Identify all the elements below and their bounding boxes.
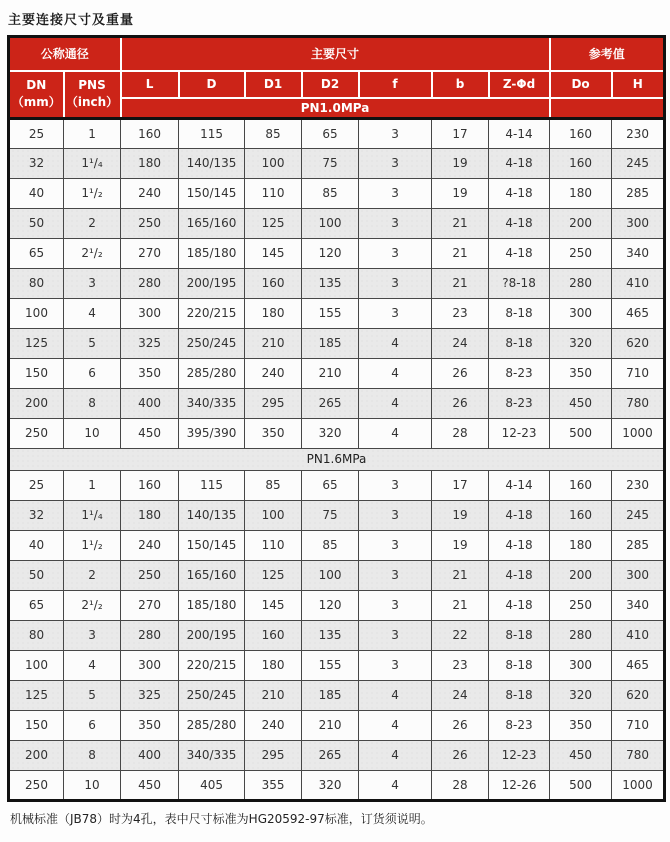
table-cell: 285 bbox=[612, 178, 665, 208]
table-cell: 250/245 bbox=[179, 680, 245, 710]
table-cell: 4 bbox=[64, 298, 121, 328]
table-cell: 620 bbox=[612, 680, 665, 710]
table-cell: 10 bbox=[64, 770, 121, 800]
table-cell: 155 bbox=[302, 298, 359, 328]
table-cell: 210 bbox=[245, 328, 302, 358]
column-header-d2: D2 bbox=[302, 71, 359, 98]
table-cell: 780 bbox=[612, 388, 665, 418]
table-cell: 250 bbox=[9, 418, 64, 448]
table-cell: 3 bbox=[64, 620, 121, 650]
table-cell: 300 bbox=[121, 650, 179, 680]
table-row bbox=[9, 470, 665, 500]
table-cell: 100 bbox=[302, 560, 359, 590]
table-cell: 21 bbox=[432, 590, 489, 620]
table-cell: 100 bbox=[245, 500, 302, 530]
column-header-f: f bbox=[359, 71, 432, 98]
table-cell: 200 bbox=[550, 560, 612, 590]
table-row bbox=[9, 118, 665, 148]
table-row bbox=[9, 590, 665, 620]
table-cell: 230 bbox=[612, 118, 665, 148]
footnote: 机械标准（JB78）时为4孔，表中尺寸标准为HG20592-97标准，订货须说明。 bbox=[10, 811, 433, 826]
table-cell: 180 bbox=[550, 178, 612, 208]
table-cell: 1¹/₂ bbox=[64, 178, 121, 208]
table-cell: 325 bbox=[121, 328, 179, 358]
table-cell: 4-18 bbox=[489, 178, 550, 208]
table-cell: 1¹/₄ bbox=[64, 500, 121, 530]
table-cell: 3 bbox=[359, 590, 432, 620]
table-cell: 3 bbox=[359, 238, 432, 268]
group-header-main-dimensions: 主要尺寸 bbox=[121, 37, 550, 71]
table-cell: 410 bbox=[612, 620, 665, 650]
table-cell: 340 bbox=[612, 590, 665, 620]
table-cell: 350 bbox=[245, 418, 302, 448]
table-cell: 115 bbox=[179, 118, 245, 148]
table-cell: 250/245 bbox=[179, 328, 245, 358]
table-cell: 4-18 bbox=[489, 590, 550, 620]
table-cell: 350 bbox=[550, 358, 612, 388]
table-header bbox=[9, 37, 665, 119]
column-header-pns-unit: （inch） bbox=[65, 95, 119, 109]
table-cell: 26 bbox=[432, 358, 489, 388]
table-row bbox=[9, 680, 665, 710]
table-cell: 40 bbox=[9, 178, 64, 208]
table-cell: 250 bbox=[550, 238, 612, 268]
table-cell: 2 bbox=[64, 208, 121, 238]
table-cell: 1¹/₄ bbox=[64, 148, 121, 178]
table-cell: 4 bbox=[359, 388, 432, 418]
table-cell: 25 bbox=[9, 470, 64, 500]
table-cell: 185 bbox=[302, 328, 359, 358]
table-cell: 160 bbox=[121, 118, 179, 148]
table-cell: 12-23 bbox=[489, 740, 550, 770]
table-cell: 265 bbox=[302, 740, 359, 770]
table-cell: 10 bbox=[64, 418, 121, 448]
table-cell: 340/335 bbox=[179, 388, 245, 418]
table-cell: ?8-18 bbox=[489, 268, 550, 298]
table-row bbox=[9, 328, 665, 358]
table-cell: 325 bbox=[121, 680, 179, 710]
table-cell: 28 bbox=[432, 770, 489, 800]
table-cell: 165/160 bbox=[179, 208, 245, 238]
table-cell: 320 bbox=[302, 770, 359, 800]
table-cell: 1¹/₂ bbox=[64, 530, 121, 560]
table-cell: 250 bbox=[550, 590, 612, 620]
table-cell: 300 bbox=[550, 650, 612, 680]
table-cell: 5 bbox=[64, 680, 121, 710]
table-cell: 210 bbox=[302, 358, 359, 388]
table-cell: 160 bbox=[121, 470, 179, 500]
table-cell: 3 bbox=[359, 470, 432, 500]
table-cell: 180 bbox=[550, 530, 612, 560]
table-cell: 350 bbox=[550, 710, 612, 740]
dimensions-table bbox=[7, 35, 666, 802]
table-cell: 65 bbox=[302, 470, 359, 500]
table-cell: 3 bbox=[359, 620, 432, 650]
table-cell: 160 bbox=[550, 500, 612, 530]
table-cell: 4 bbox=[359, 710, 432, 740]
table-cell: 160 bbox=[550, 148, 612, 178]
table-cell: 4-14 bbox=[489, 118, 550, 148]
table-cell: 40 bbox=[9, 530, 64, 560]
table-cell: 4 bbox=[64, 650, 121, 680]
table-cell: 4 bbox=[359, 680, 432, 710]
column-header-row bbox=[9, 71, 665, 98]
table-cell: 19 bbox=[432, 530, 489, 560]
table-cell: 4-18 bbox=[489, 530, 550, 560]
table-cell: 280 bbox=[121, 268, 179, 298]
table-cell: 120 bbox=[302, 590, 359, 620]
column-header-zphid: Z-Φd bbox=[489, 71, 550, 98]
table-cell: 450 bbox=[121, 770, 179, 800]
table-cell: 125 bbox=[245, 208, 302, 238]
table-cell: 24 bbox=[432, 680, 489, 710]
table-cell: 240 bbox=[121, 178, 179, 208]
table-cell: 21 bbox=[432, 268, 489, 298]
table-cell: 80 bbox=[9, 268, 64, 298]
column-header-dn bbox=[9, 71, 64, 119]
table-cell: 100 bbox=[302, 208, 359, 238]
table-cell: 340 bbox=[612, 238, 665, 268]
table-cell: 21 bbox=[432, 238, 489, 268]
table-row bbox=[9, 530, 665, 560]
table-cell: 4 bbox=[359, 358, 432, 388]
table-cell: 65 bbox=[9, 238, 64, 268]
table-cell: 180 bbox=[245, 298, 302, 328]
table-cell: 240 bbox=[245, 710, 302, 740]
table-row bbox=[9, 560, 665, 590]
table-cell: 350 bbox=[121, 710, 179, 740]
table-cell: 300 bbox=[550, 298, 612, 328]
table-cell: 220/215 bbox=[179, 298, 245, 328]
column-header-d1: D1 bbox=[245, 71, 302, 98]
table-cell: 17 bbox=[432, 470, 489, 500]
table-cell: 280 bbox=[121, 620, 179, 650]
table-cell: 295 bbox=[245, 740, 302, 770]
table-cell: 155 bbox=[302, 650, 359, 680]
table-cell: 17 bbox=[432, 118, 489, 148]
table-row bbox=[9, 418, 665, 448]
table-cell: 22 bbox=[432, 620, 489, 650]
table-cell: 340/335 bbox=[179, 740, 245, 770]
table-cell: 150/145 bbox=[179, 530, 245, 560]
table-cell: 1 bbox=[64, 118, 121, 148]
table-cell: 26 bbox=[432, 710, 489, 740]
table-cell: 450 bbox=[550, 740, 612, 770]
table-cell: 450 bbox=[550, 388, 612, 418]
table-cell: 185/180 bbox=[179, 238, 245, 268]
table-cell: 23 bbox=[432, 650, 489, 680]
table-cell: 75 bbox=[302, 500, 359, 530]
table-cell: 85 bbox=[245, 470, 302, 500]
column-header-b: b bbox=[432, 71, 489, 98]
table-cell: 50 bbox=[9, 560, 64, 590]
table-cell: 8-23 bbox=[489, 388, 550, 418]
table-cell: 4 bbox=[359, 328, 432, 358]
table-cell: 3 bbox=[64, 268, 121, 298]
table-cell: 210 bbox=[245, 680, 302, 710]
table-cell: 125 bbox=[9, 328, 64, 358]
table-cell: 32 bbox=[9, 148, 64, 178]
table-cell: 280 bbox=[550, 620, 612, 650]
table-cell: 285/280 bbox=[179, 710, 245, 740]
table-cell: 300 bbox=[612, 208, 665, 238]
table-cell: 50 bbox=[9, 208, 64, 238]
table-cell: 240 bbox=[245, 358, 302, 388]
table-cell: 280 bbox=[550, 268, 612, 298]
table-cell: 3 bbox=[359, 560, 432, 590]
table-cell: 245 bbox=[612, 500, 665, 530]
table-cell: 710 bbox=[612, 710, 665, 740]
table-row bbox=[9, 710, 665, 740]
table-cell: 135 bbox=[302, 268, 359, 298]
column-header-h: H bbox=[612, 71, 665, 98]
section-label-pn16: PN1.6MPa bbox=[9, 448, 665, 470]
table-cell: 270 bbox=[121, 590, 179, 620]
table-cell: 8-18 bbox=[489, 298, 550, 328]
table-cell: 110 bbox=[245, 530, 302, 560]
column-header-dn-unit: （mm） bbox=[11, 95, 61, 109]
table-cell: 465 bbox=[612, 298, 665, 328]
table-cell: 65 bbox=[9, 590, 64, 620]
table-cell: 3 bbox=[359, 530, 432, 560]
table-row bbox=[9, 238, 665, 268]
table-cell: 100 bbox=[9, 298, 64, 328]
table-cell: 3 bbox=[359, 650, 432, 680]
table-row bbox=[9, 770, 665, 800]
table-cell: 465 bbox=[612, 650, 665, 680]
table-cell: 12-23 bbox=[489, 418, 550, 448]
table-cell: 265 bbox=[302, 388, 359, 418]
table-cell: 150 bbox=[9, 710, 64, 740]
table-cell: 115 bbox=[179, 470, 245, 500]
table-cell: 270 bbox=[121, 238, 179, 268]
table-cell: 100 bbox=[245, 148, 302, 178]
table-cell: 200 bbox=[9, 388, 64, 418]
table-cell: 8-23 bbox=[489, 710, 550, 740]
section-divider-row bbox=[9, 448, 665, 470]
table-cell: 220/215 bbox=[179, 650, 245, 680]
table-cell: 245 bbox=[612, 148, 665, 178]
table-cell: 4-18 bbox=[489, 148, 550, 178]
column-header-dn-label: DN bbox=[26, 78, 47, 92]
table-cell: 240 bbox=[121, 530, 179, 560]
table-cell: 4 bbox=[359, 770, 432, 800]
table-cell: 1000 bbox=[612, 418, 665, 448]
column-header-l: L bbox=[121, 71, 179, 98]
table-cell: 150/145 bbox=[179, 178, 245, 208]
column-header-d: D bbox=[179, 71, 245, 98]
table-cell: 160 bbox=[550, 470, 612, 500]
table-cell: 3 bbox=[359, 500, 432, 530]
table-cell: 8 bbox=[64, 388, 121, 418]
table-cell: 8-18 bbox=[489, 680, 550, 710]
table-cell: 320 bbox=[550, 680, 612, 710]
pressure-header-spacer bbox=[550, 98, 665, 119]
table-cell: 200 bbox=[9, 740, 64, 770]
column-header-pns-label: PNS bbox=[78, 78, 106, 92]
table-cell: 3 bbox=[359, 178, 432, 208]
table-row bbox=[9, 148, 665, 178]
table-cell: 140/135 bbox=[179, 148, 245, 178]
table-cell: 3 bbox=[359, 118, 432, 148]
table-row bbox=[9, 500, 665, 530]
table-cell: 28 bbox=[432, 418, 489, 448]
table-cell: 295 bbox=[245, 388, 302, 418]
table-cell: 120 bbox=[302, 238, 359, 268]
table-cell: 8 bbox=[64, 740, 121, 770]
table-cell: 180 bbox=[121, 148, 179, 178]
table-cell: 285/280 bbox=[179, 358, 245, 388]
table-cell: 8-18 bbox=[489, 328, 550, 358]
table-cell: 65 bbox=[302, 118, 359, 148]
table-cell: 23 bbox=[432, 298, 489, 328]
table-cell: 140/135 bbox=[179, 500, 245, 530]
table-cell: 85 bbox=[302, 530, 359, 560]
group-header-nominal-diameter: 公称通径 bbox=[9, 37, 121, 71]
table-cell: 125 bbox=[245, 560, 302, 590]
table-cell: 4-18 bbox=[489, 208, 550, 238]
table-cell: 19 bbox=[432, 178, 489, 208]
table-cell: 6 bbox=[64, 710, 121, 740]
table-cell: 21 bbox=[432, 560, 489, 590]
table-cell: 160 bbox=[245, 268, 302, 298]
table-cell: 21 bbox=[432, 208, 489, 238]
table-cell: 620 bbox=[612, 328, 665, 358]
table-cell: 3 bbox=[359, 268, 432, 298]
table-cell: 4-18 bbox=[489, 560, 550, 590]
table-cell: 125 bbox=[9, 680, 64, 710]
table-cell: 300 bbox=[612, 560, 665, 590]
table-cell: 780 bbox=[612, 740, 665, 770]
table-cell: 230 bbox=[612, 470, 665, 500]
table-cell: 1 bbox=[64, 470, 121, 500]
table-cell: 3 bbox=[359, 148, 432, 178]
table-cell: 145 bbox=[245, 238, 302, 268]
table-cell: 8-23 bbox=[489, 358, 550, 388]
group-header-row bbox=[9, 37, 665, 71]
table-cell: 4 bbox=[359, 740, 432, 770]
table-row bbox=[9, 298, 665, 328]
table-cell: 200/195 bbox=[179, 620, 245, 650]
table-cell: 710 bbox=[612, 358, 665, 388]
table-cell: 180 bbox=[121, 500, 179, 530]
table-row bbox=[9, 208, 665, 238]
table-cell: 145 bbox=[245, 590, 302, 620]
column-header-pns bbox=[64, 71, 121, 119]
table-cell: 250 bbox=[121, 560, 179, 590]
table-cell: 500 bbox=[550, 418, 612, 448]
table-cell: 410 bbox=[612, 268, 665, 298]
table-cell: 8-18 bbox=[489, 650, 550, 680]
table-cell: 185 bbox=[302, 680, 359, 710]
table-cell: 320 bbox=[302, 418, 359, 448]
table-cell: 150 bbox=[9, 358, 64, 388]
table-row bbox=[9, 268, 665, 298]
table-cell: 200 bbox=[550, 208, 612, 238]
table-cell: 400 bbox=[121, 740, 179, 770]
table-cell: 210 bbox=[302, 710, 359, 740]
table-row bbox=[9, 388, 665, 418]
table-cell: 185/180 bbox=[179, 590, 245, 620]
table-row bbox=[9, 358, 665, 388]
table-cell: 500 bbox=[550, 770, 612, 800]
table-cell: 395/390 bbox=[179, 418, 245, 448]
table-cell: 450 bbox=[121, 418, 179, 448]
table-cell: 320 bbox=[550, 328, 612, 358]
table-cell: 200/195 bbox=[179, 268, 245, 298]
table-cell: 3 bbox=[359, 208, 432, 238]
table-cell: 75 bbox=[302, 148, 359, 178]
table-cell: 3 bbox=[359, 298, 432, 328]
table-cell: 19 bbox=[432, 500, 489, 530]
table-cell: 350 bbox=[121, 358, 179, 388]
table-cell: 160 bbox=[245, 620, 302, 650]
table-cell: 2 bbox=[64, 560, 121, 590]
table-cell: 2¹/₂ bbox=[64, 238, 121, 268]
table-body bbox=[9, 118, 665, 800]
table-cell: 24 bbox=[432, 328, 489, 358]
table-cell: 355 bbox=[245, 770, 302, 800]
table-cell: 250 bbox=[121, 208, 179, 238]
table-cell: 135 bbox=[302, 620, 359, 650]
column-header-do: Do bbox=[550, 71, 612, 98]
table-cell: 80 bbox=[9, 620, 64, 650]
table-cell: 180 bbox=[245, 650, 302, 680]
table-cell: 26 bbox=[432, 740, 489, 770]
table-cell: 4-18 bbox=[489, 500, 550, 530]
table-cell: 6 bbox=[64, 358, 121, 388]
table-cell: 4 bbox=[359, 418, 432, 448]
table-cell: 2¹/₂ bbox=[64, 590, 121, 620]
table-cell: 4-18 bbox=[489, 238, 550, 268]
table-cell: 4-14 bbox=[489, 470, 550, 500]
table-cell: 12-26 bbox=[489, 770, 550, 800]
table-cell: 1000 bbox=[612, 770, 665, 800]
table-cell: 160 bbox=[550, 118, 612, 148]
page-title: 主要连接尺寸及重量 bbox=[8, 13, 135, 28]
table-cell: 110 bbox=[245, 178, 302, 208]
table-row bbox=[9, 620, 665, 650]
table-cell: 8-18 bbox=[489, 620, 550, 650]
table-cell: 32 bbox=[9, 500, 64, 530]
table-cell: 100 bbox=[9, 650, 64, 680]
table-cell: 405 bbox=[179, 770, 245, 800]
table-cell: 5 bbox=[64, 328, 121, 358]
table-cell: 285 bbox=[612, 530, 665, 560]
table-cell: 25 bbox=[9, 118, 64, 148]
group-header-reference-values: 参考值 bbox=[550, 37, 665, 71]
table-cell: 85 bbox=[302, 178, 359, 208]
table-cell: 400 bbox=[121, 388, 179, 418]
table-cell: 19 bbox=[432, 148, 489, 178]
table-row bbox=[9, 178, 665, 208]
table-cell: 250 bbox=[9, 770, 64, 800]
table-row bbox=[9, 740, 665, 770]
table-cell: 85 bbox=[245, 118, 302, 148]
pressure-label-pn10: PN1.0MPa bbox=[121, 98, 550, 119]
table-cell: 300 bbox=[121, 298, 179, 328]
table-cell: 165/160 bbox=[179, 560, 245, 590]
table-row bbox=[9, 650, 665, 680]
table-cell: 26 bbox=[432, 388, 489, 418]
